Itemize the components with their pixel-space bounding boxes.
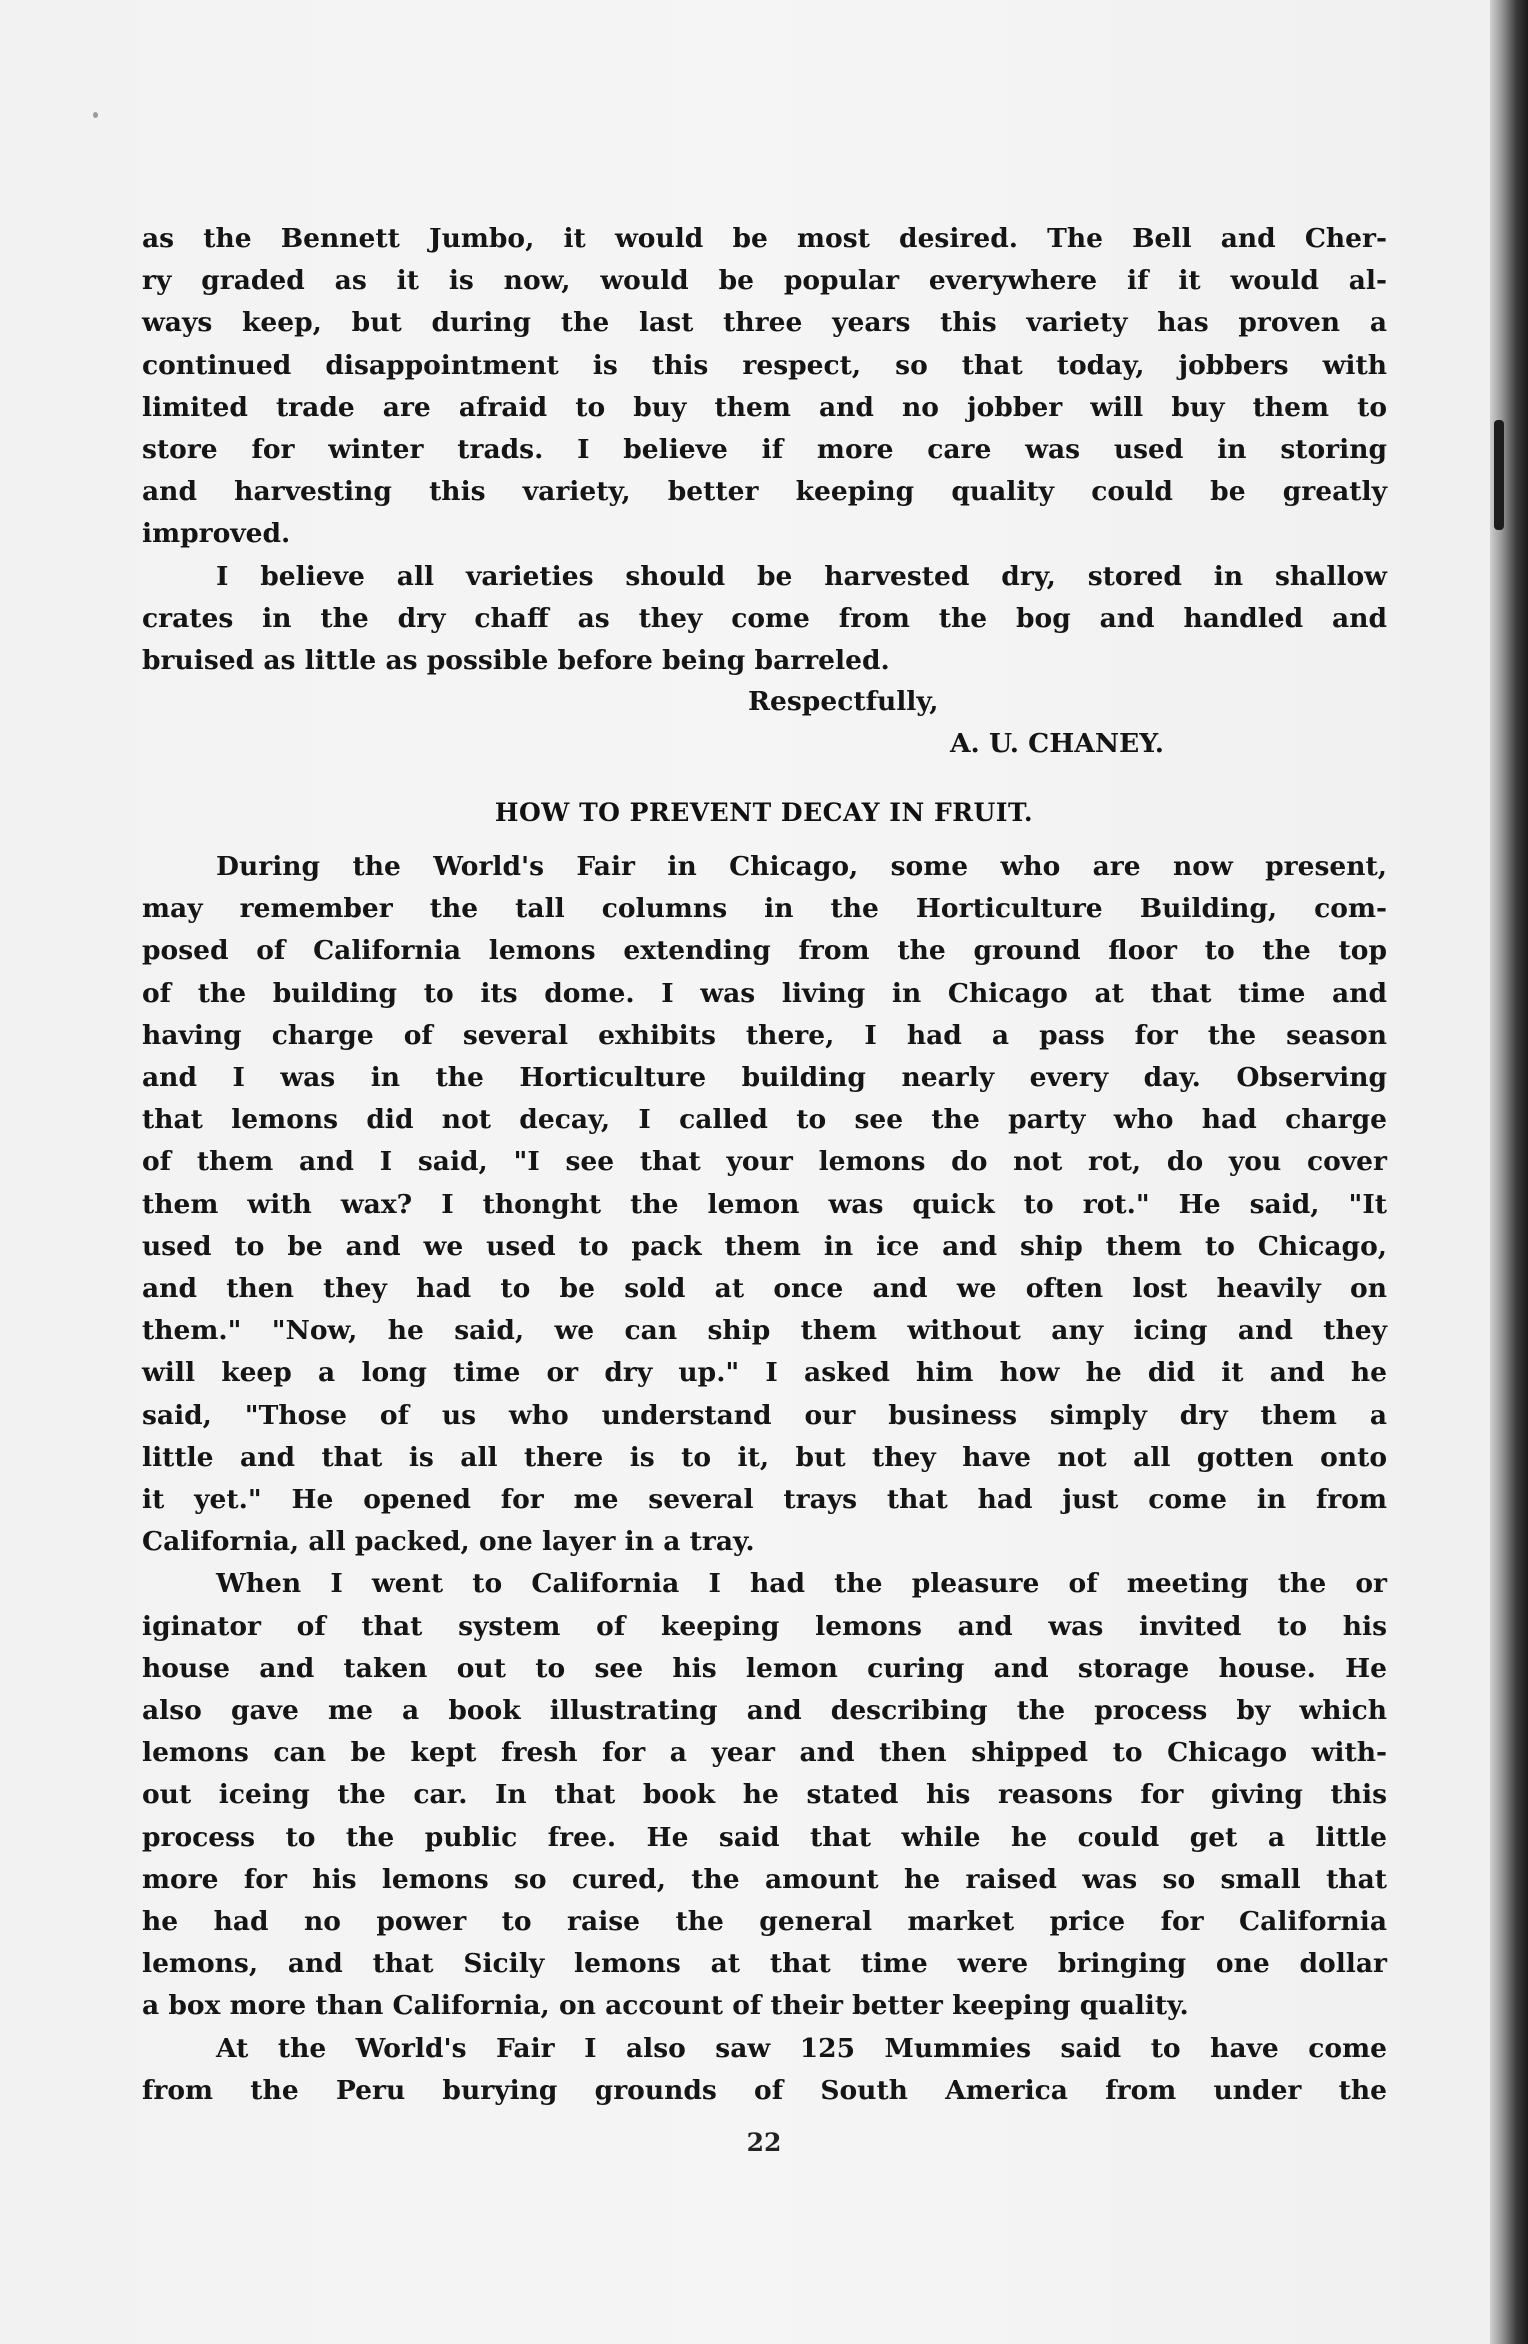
body-text-block [142, 846, 1387, 2112]
text-line: When I went to California I had the pleasure of meeting the or [216, 1568, 1387, 1600]
paragraph-harvest [142, 556, 1387, 683]
section-heading: HOW TO PREVENT DECAY IN FRUIT. [494, 798, 1034, 827]
text-line: posed of California lemons extending from the ground floor to the top [142, 935, 1387, 967]
paragraph-worlds-fair [142, 846, 1387, 1563]
text-line: At the World's Fair I also saw 125 Mummies said to have come [216, 2032, 1387, 2064]
text-line: more for his lemons so cured, the amount he raised was so small that [142, 1863, 1387, 1895]
text-line: limited trade are afraid to buy them and no jobber will buy them to [142, 391, 1387, 423]
text-line: lemons can be kept fresh for a year and then shipped to Chicago with- [142, 1737, 1387, 1769]
text-line: said, "Those of us who understand our business simply dry them a [142, 1399, 1387, 1431]
signature-name: A. U. CHANEY. [950, 728, 1164, 759]
text-line: store for winter trads. I believe if more care was used in storing [142, 434, 1387, 466]
text-line: house and taken out to see his lemon curing and storage house. He [142, 1652, 1387, 1684]
text-line: improved. [142, 518, 291, 550]
text-line: as the Bennett Jumbo, it would be most desired. The Bell and Cher- [142, 223, 1387, 254]
text-line: California, all packed, one layer in a tray. [142, 1526, 755, 1558]
text-line: continued disappointment is this respect, so that today, jobbers with [142, 349, 1387, 381]
text-line: bruised as little as possible before being barreled. [142, 645, 890, 677]
paragraph-continuation [142, 218, 1387, 556]
edge-mark [1494, 420, 1504, 530]
text-line: crates in the dry chaff as they come from the bog and handled and [142, 602, 1387, 634]
text-line: and then they had to be sold at once and we often lost heavily on [142, 1273, 1387, 1305]
paper-speck [93, 112, 98, 118]
text-line: ry graded as it is now, would be popular everywhere if it would al- [142, 265, 1387, 297]
text-line: out iceing the car. In that book he stated his reasons for giving this [142, 1779, 1387, 1811]
text-line: ways keep, but during the last three years this variety has proven a [142, 307, 1387, 339]
text-line: having charge of several exhibits there, I had a pass for the season [142, 1019, 1387, 1051]
text-line: iginator of that system of keeping lemons and was invited to his [142, 1610, 1387, 1642]
closing-respectfully: Respectfully, [748, 686, 939, 717]
page-binding-edge [1490, 0, 1528, 2344]
text-line: he had no power to raise the general market price for California [142, 1906, 1387, 1938]
text-line: process to the public free. He said that while he could get a little [142, 1821, 1387, 1853]
text-line: of the building to its dome. I was living in Chicago at that time and [142, 977, 1387, 1009]
text-line: a box more than California, on account of their better keeping quality. [142, 1990, 1189, 2022]
text-line: I believe all varieties should be harvested dry, stored in shallow [216, 560, 1387, 592]
text-line: them with wax? I thonght the lemon was quick to rot." He said, "It [142, 1188, 1387, 1220]
text-line: also gave me a book illustrating and describing the process by which [142, 1695, 1387, 1727]
page-number: 22 [746, 2128, 782, 2157]
text-line: During the World's Fair in Chicago, some who are now present, [216, 851, 1387, 882]
text-line: it yet." He opened for me several trays that had just come in from [142, 1484, 1387, 1516]
text-line: and I was in the Horticulture building nearly every day. Observing [142, 1062, 1387, 1094]
text-line: will keep a long time or dry up." I asked him how he did it and he [142, 1357, 1387, 1389]
text-line: from the Peru burying grounds of South America from under the [142, 2074, 1387, 2106]
text-line: little and that is all there is to it, but they have not all gotten onto [142, 1441, 1387, 1473]
paragraph-mummies [142, 2028, 1387, 2112]
top-text-block [142, 218, 1387, 682]
text-line: them." "Now, he said, we can ship them without any icing and they [142, 1315, 1387, 1347]
text-line: lemons, and that Sicily lemons at that time were bringing one dollar [142, 1948, 1387, 1980]
text-line: of them and I said, "I see that your lemons do not rot, do you cover [142, 1146, 1387, 1178]
text-line: may remember the tall columns in the Horticulture Building, com- [142, 893, 1387, 925]
text-line: that lemons did not decay, I called to see the party who had charge [142, 1104, 1387, 1136]
text-line: and harvesting this variety, better keeping quality could be greatly [142, 476, 1387, 508]
paragraph-california [142, 1563, 1387, 2027]
text-line: used to be and we used to pack them in ice and ship them to Chicago, [142, 1230, 1387, 1262]
